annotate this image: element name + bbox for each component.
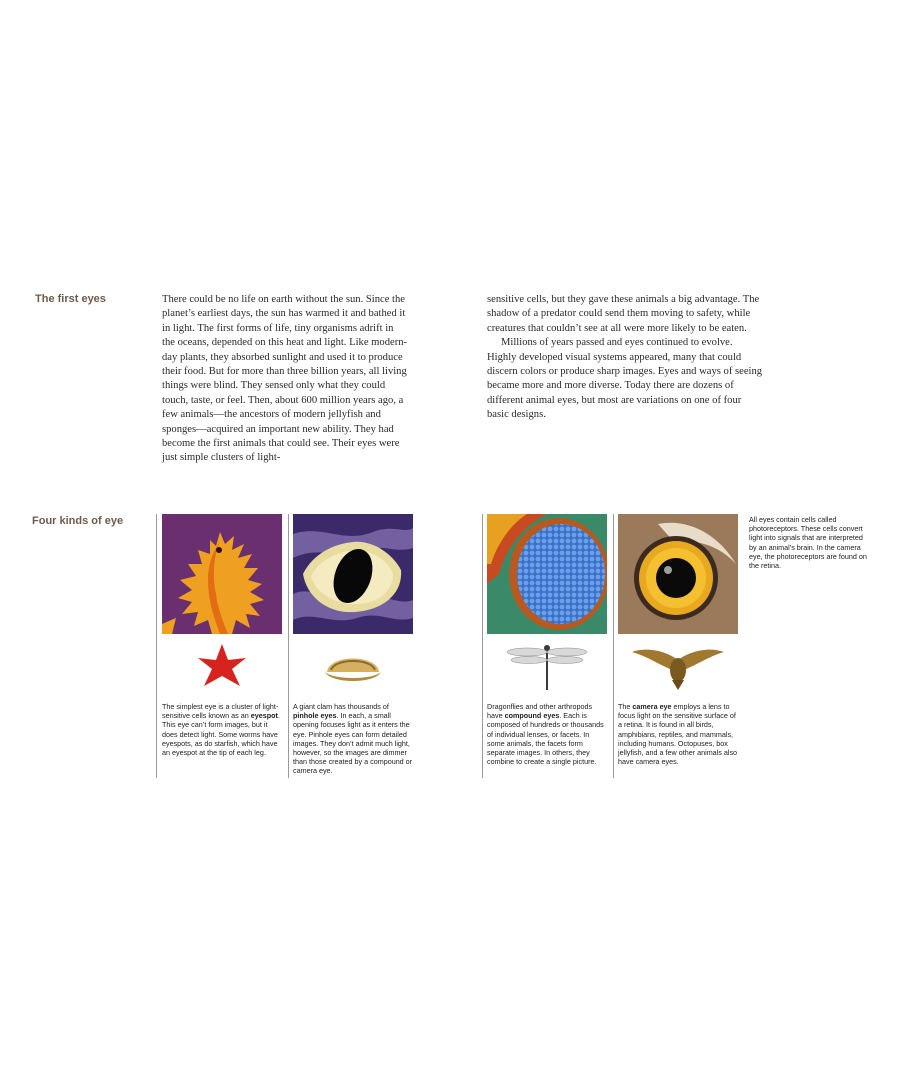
starfish-icon	[162, 642, 282, 692]
dragonfly-icon	[487, 642, 607, 692]
clam-icon	[293, 642, 413, 692]
term-pinhole-eyes: pinhole eyes	[293, 711, 337, 721]
camera-caption: The camera eye employs a lens to focus light on the sensitive surface of a retina. It is found in all birds, amphibians, reptiles, and mammals, including humans. Octopuses, box jellyfish, and a few other animals also have camera eyes.	[618, 702, 738, 767]
camera-eye-illustration	[618, 514, 738, 634]
eye-panel-camera	[618, 514, 740, 766]
eye-panel-eyespot	[162, 514, 284, 757]
pinhole-caption: A giant clam has thousands of pinhole eyes. In each, a small opening focuses light as it enters the eye. Pinhole eyes can form detailed images. They don’t admit much light, however, so the images are dimmer than those created by a compound or camera eye.	[293, 702, 413, 776]
body-paragraph: There could be no life on earth without the sun. Since the planet’s earliest days, the sun has warmed it and bathed it in light. The first forms of life, tiny organisms adrift in the oceans, depended on this heat and light. Like modern-day plants, they absorbed sunlight and used it to produce their food. But for more than three billion years, all living things were blind. They sensed only what they could touch, taste, or feel. Then, about 600 million years ago, a few animals—the ancestors of modern jellyfish and sponges—acquired an important new ability. They had become the first animals that could see. Their eyes were just simple clusters of light-	[162, 294, 408, 464]
term-camera-eye: camera eye	[632, 702, 672, 711]
eyespot-caption: The simplest eye is a cluster of light-sensitive cells known as an eyespot. This eye can’t form images, but it does detect light. Some worms have eyespots, as do starfish, which have an eyespot at the tip of each leg.	[162, 702, 280, 758]
photoreceptor-side-note: All eyes contain cells called photoreceptors. These cells convert light into signals that are interpreted by an animal’s brain. In the camera eye, the photoreceptors are found on the retina.	[749, 515, 867, 571]
eye-panel-pinhole	[293, 514, 415, 776]
column-divider	[482, 514, 483, 778]
body-paragraph: sensitive cells, but they gave these animals a big advantage. The shadow of a predator could send them moving to safety, while creatures that couldn’t see at all were more likely to be eaten.	[487, 294, 760, 334]
compound-caption: Dragonflies and other arthropods have compound eyes. Each is composed of hundreds or thousands of individual lenses, or facets. In some animals, the facets form separate images. In others, they combine to create a single picture.	[487, 702, 604, 767]
body-column-1	[162, 293, 408, 466]
compound-eye-illustration	[487, 514, 607, 634]
eye-panel-compound	[487, 514, 609, 766]
section-heading-four-kinds: Four kinds of eye	[32, 515, 124, 527]
pinhole-eye-illustration	[293, 514, 413, 634]
section-heading-first-eyes: The first eyes	[35, 293, 106, 305]
body-column-2	[487, 293, 763, 423]
column-divider	[156, 514, 157, 778]
owl-icon	[618, 642, 738, 692]
term-compound-eyes: compound eyes	[504, 711, 560, 721]
column-divider	[613, 514, 614, 778]
column-divider	[288, 514, 289, 778]
body-paragraph: Millions of years passed and eyes continued to evolve. Highly developed visual systems appeared, many that could discern colors or produce sharp images. Eyes and ways of seeing became more and more diverse. Today there are dozens of different animal eyes, but most are variations on one of four basic designs.	[487, 337, 763, 421]
term-eyespot: eyespot	[250, 711, 278, 721]
eyespot-illustration	[162, 514, 282, 634]
